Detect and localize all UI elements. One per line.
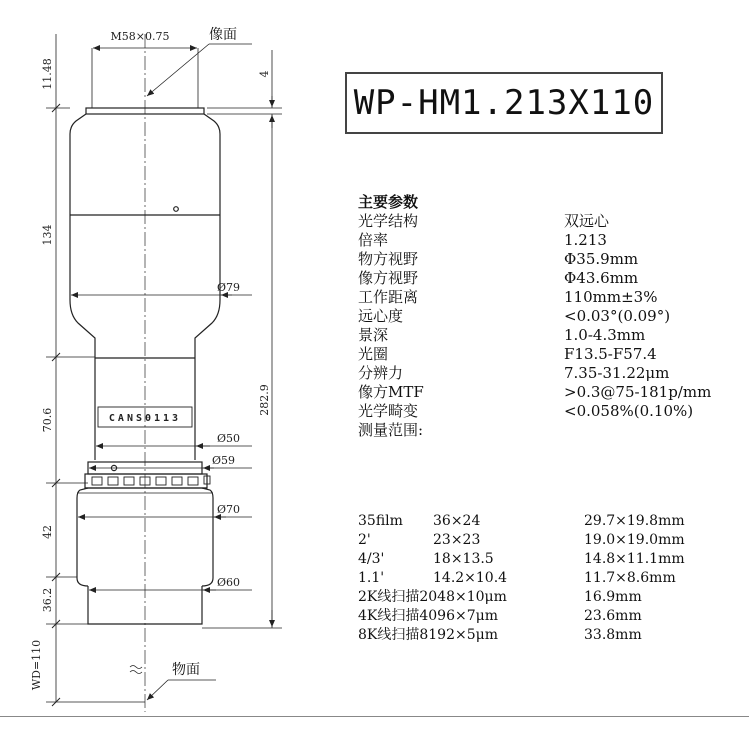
param-value: 7.35-31.22μm [564,364,670,382]
param-label: 光学结构 [358,212,419,230]
model-title: WP-HM1.213X110 [353,83,655,123]
param-value: 1.0-4.3mm [564,326,646,344]
fov-cell: 11.7×8.6mm [584,570,676,586]
size-cell: 36×24 [433,513,481,529]
measure-range-label: 测量范围: [358,421,424,439]
fov-cell: 33.8mm [584,627,642,643]
param-row-working-distance [358,288,658,307]
param-row-resolution [358,364,670,383]
image-plane-arrow [147,44,209,96]
param-row-object-fov [358,250,639,269]
param-label: 远心度 [358,307,404,325]
param-label: 景深 [358,326,389,344]
param-row-image-mtf [358,383,712,402]
dim-4: 4 [258,70,271,78]
bottom-divider [0,716,749,717]
param-row-telecentricity [358,307,671,326]
sensor-cell: 2' [358,532,371,548]
param-value: 1.213 [564,231,607,249]
params-heading: 主要参数 [358,193,419,211]
param-row-distortion [358,402,694,421]
params-panel [358,192,712,440]
param-label: 像方视野 [358,269,419,287]
fov-cell: 16.9mm [584,589,642,605]
fov-cell: 14.8×11.1mm [584,551,685,567]
sensor-cell: 1.1' [358,570,385,586]
param-row-aperture [358,345,657,364]
param-row-depth-of-field [358,326,646,345]
param-row-structure [358,212,610,231]
param-label: 分辨力 [358,364,404,382]
dim-70-6: 70.6 [41,407,54,433]
object-plane-label: 物面 [172,662,200,678]
param-value: Φ35.9mm [564,250,639,268]
dia-50: Ø50 [217,432,241,445]
param-label: 光圈 [358,345,389,363]
sensor-cell: 4K线扫描4096×7μm [358,608,499,624]
dim-wd-110: WD=110 [30,639,43,691]
dim-42: 42 [41,525,54,539]
fov-cell: 23.6mm [584,608,642,624]
param-value: Φ43.6mm [564,269,639,287]
param-value: 双远心 [564,212,610,230]
param-value: F13.5-F57.4 [564,345,657,363]
param-value: 110mm±3% [564,288,658,306]
sensor-cell: 2K线扫描2048×10μm [358,589,507,605]
param-value: <0.03°(0.09°) [564,307,671,325]
param-label: 像方MTF [358,383,424,401]
dia-79: Ø79 [217,281,241,294]
param-row-image-fov [358,269,639,288]
dim-11-48: 11.48 [41,58,54,90]
sensor-cell: 4/3' [358,551,385,567]
param-value: <0.058%(0.10%) [564,402,694,420]
dim-36-2: 36.2 [41,587,54,613]
param-row-magnification [358,231,607,250]
thread-label: M58×0.75 [110,30,170,43]
param-label: 倍率 [358,231,389,249]
param-value: >0.3@75-181p/mm [564,383,712,401]
break-symbol [130,666,142,674]
size-cell: 14.2×10.4 [433,570,508,586]
dia-60: Ø60 [217,576,241,589]
size-cell: 23×23 [433,532,481,548]
object-plane-arrow [147,680,168,700]
size-cell: 18×13.5 [433,551,494,567]
dia-59: Ø59 [212,454,236,467]
param-label: 物方视野 [358,250,419,268]
right-dimension-lines [202,50,282,628]
dim-134: 134 [41,224,54,246]
fov-cell: 19.0×19.0mm [584,532,685,548]
param-label: 工作距离 [358,288,419,306]
fov-cell: 29.7×19.8mm [584,513,685,529]
param-label: 光学畸变 [358,402,419,420]
dia-70: Ø70 [217,503,241,516]
sensor-cell: 35film [358,513,403,529]
image-plane-label: 像面 [209,27,237,43]
model-title-box [345,72,663,134]
sensor-cell: 8K线扫描8192×5μm [358,627,499,643]
dim-282-9: 282.9 [258,384,271,416]
ring-engraving: CANS0113 [108,413,182,424]
